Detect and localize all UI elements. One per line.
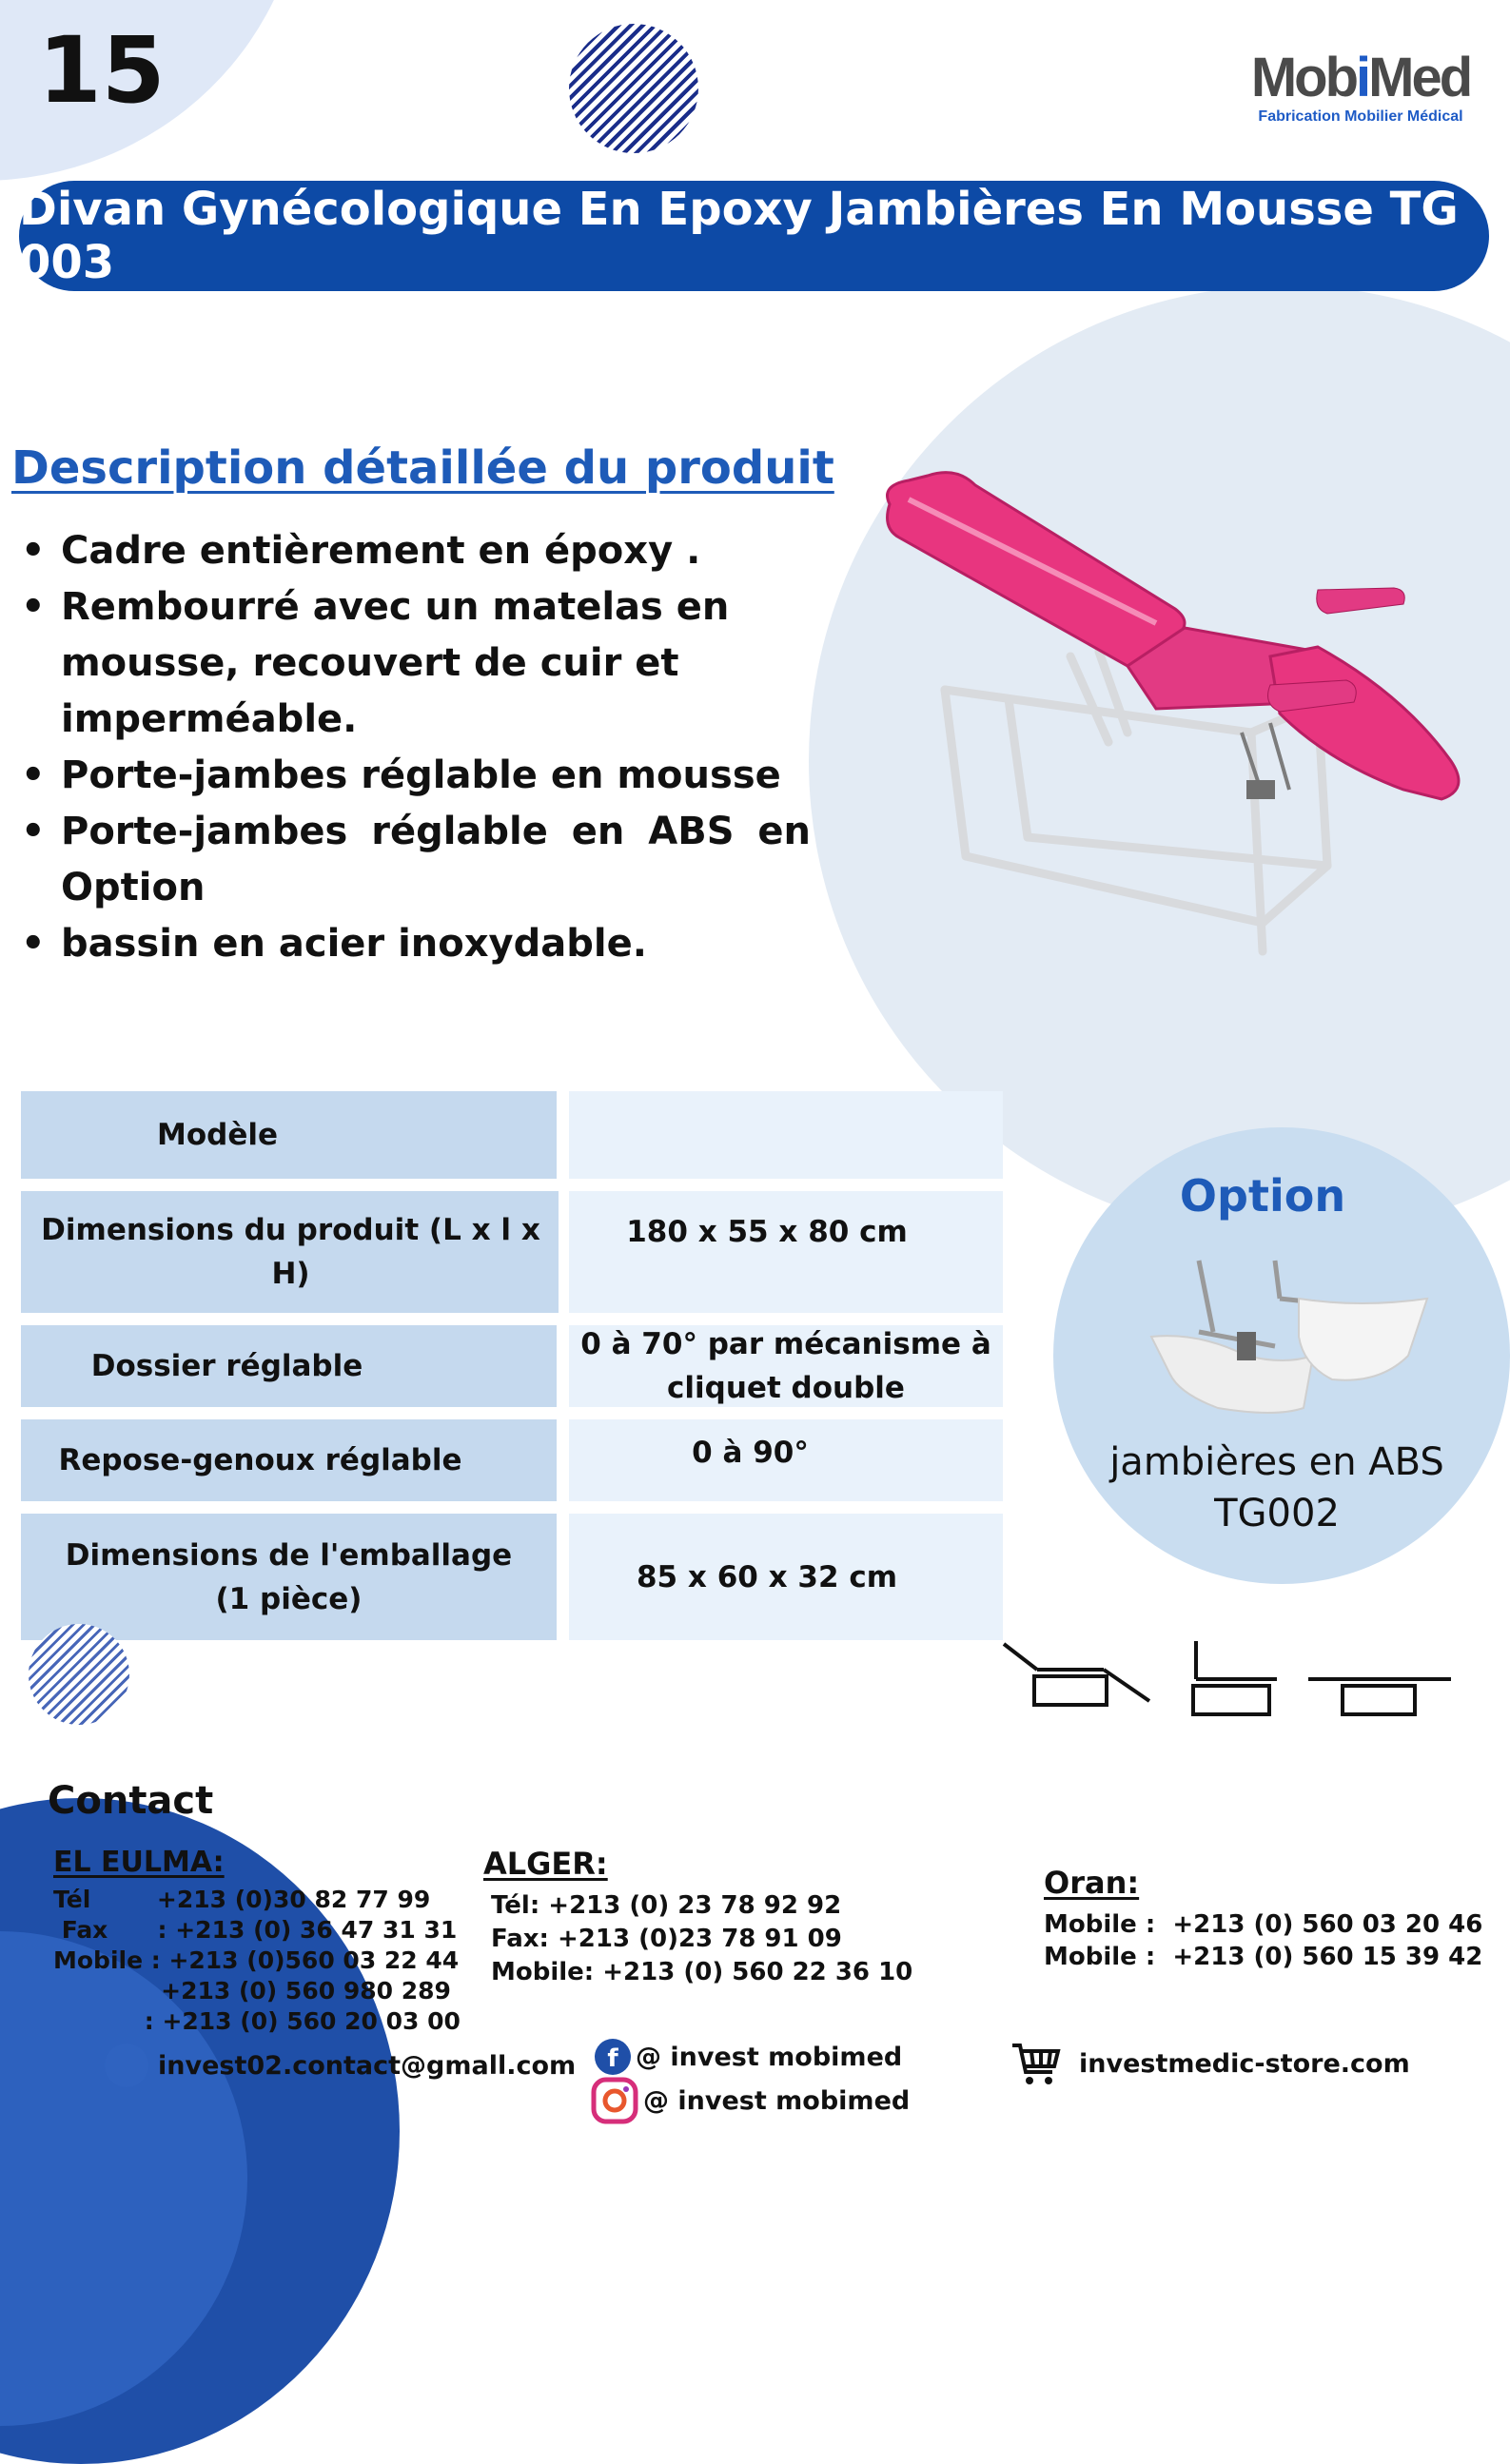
description-item: • bassin en acier inoxydable.: [21, 916, 811, 972]
spec-value-dimensions: 180 x 55 x 80 cm: [569, 1191, 1003, 1313]
contact-line: Fax: +213 (0)23 78 91 09: [491, 1925, 842, 1953]
abs-leg-rest-photo: [1142, 1242, 1446, 1422]
product-title-banner: [19, 181, 1489, 291]
contact-el-eulma: [53, 1846, 461, 2037]
logo-tagline: Fabrication Mobilier Médical: [1258, 108, 1463, 125]
page-number: 15: [38, 17, 166, 124]
product-photo: [871, 447, 1499, 980]
option-caption: [1053, 1437, 1500, 1539]
instagram-handle: @ invest mobimed: [643, 2085, 911, 2116]
footer-facebook[interactable]: [594, 2038, 902, 2076]
spec-value-knee-rest: 0 à 90°: [569, 1419, 1003, 1501]
product-title: Divan Gynécologique En Epoxy Jambières En Mousse TG 003: [19, 183, 1459, 289]
svg-text:f: f: [607, 2044, 618, 2073]
contact-line: Mobile : +213 (0) 560 15 39 42: [1044, 1943, 1483, 1971]
instagram-icon: [590, 2076, 639, 2125]
footer-instagram[interactable]: [590, 2076, 910, 2125]
description-item: • Porte-jambes réglable en ABS en Option: [21, 804, 811, 916]
description-list: [21, 523, 811, 972]
contact-alger: [483, 1846, 912, 1989]
description-item: • Porte-jambes réglable en mousse: [21, 748, 811, 804]
description-heading: Description détaillée du produit: [11, 441, 834, 495]
facebook-handle: @ invest mobimed: [636, 2042, 903, 2072]
striped-circle-decoration: [569, 24, 698, 153]
footer-website[interactable]: [1010, 2038, 1410, 2089]
shopping-cart-icon: [1010, 2038, 1062, 2089]
option-title: Option: [1179, 1170, 1346, 1222]
contact-line: Mobile : +213 (0) 560 03 20 46: [1044, 1910, 1483, 1939]
description-item: • Cadre entièrement en époxy .: [21, 523, 811, 579]
spec-label-backrest: Dossier réglable: [21, 1325, 557, 1407]
option-caption-line2: TG002: [1214, 1492, 1340, 1535]
spec-label-dimensions: Dimensions du produit (L x l x H): [21, 1191, 559, 1313]
contact-line: Mobile: +213 (0) 560 22 36 10: [491, 1958, 913, 1986]
contact-line: Mobile : +213 (0)560 03 22 44: [53, 1946, 460, 1974]
spec-value-model: [569, 1091, 1003, 1179]
position-diagrams-icon: [999, 1636, 1456, 1731]
contact-heading: Contact: [48, 1779, 214, 1823]
city-alger: ALGER:: [483, 1846, 608, 1882]
contact-oran: [1044, 1865, 1482, 1973]
spec-label-model: Modèle: [21, 1091, 557, 1179]
email-text: invest02.contact@gmall.com: [158, 2050, 577, 2081]
contact-line: Tél: +213 (0) 23 78 92 92: [491, 1891, 842, 1920]
spec-label-knee-rest: Repose-genoux réglable: [21, 1419, 557, 1501]
city-el-eulma: EL EULMA:: [53, 1846, 225, 1879]
contact-line: Tél +213 (0)30 82 77 99: [53, 1886, 431, 1913]
mobimed-logo: [1237, 49, 1484, 126]
facebook-icon: [594, 2038, 632, 2076]
spec-value-packaging: 85 x 60 x 32 cm: [569, 1514, 1003, 1640]
mail-icon: [105, 2044, 148, 2087]
striped-circle-decoration-bottom: [29, 1624, 129, 1725]
contact-line: : +213 (0) 560 20 03 00: [53, 2007, 461, 2035]
website-link: investmedic-store.com: [1079, 2048, 1410, 2079]
city-oran: Oran:: [1044, 1865, 1140, 1901]
description-item: • Rembourré avec un matelas en mousse, recouvert de cuir et imperméable.: [21, 579, 811, 748]
logo-wordmark: MobiMed: [1250, 47, 1471, 108]
spec-label-packaging: Dimensions de l'emballage (1 pièce): [21, 1514, 557, 1640]
contact-line: Fax : +213 (0) 36 47 31 31: [53, 1916, 458, 1944]
option-caption-line1: jambières en ABS: [1109, 1440, 1444, 1484]
footer-email[interactable]: [105, 2044, 576, 2087]
spec-value-backrest: 0 à 70° par mécanisme à cliquet double: [569, 1325, 1003, 1407]
contact-line: +213 (0) 560 980 289: [53, 1977, 451, 2004]
